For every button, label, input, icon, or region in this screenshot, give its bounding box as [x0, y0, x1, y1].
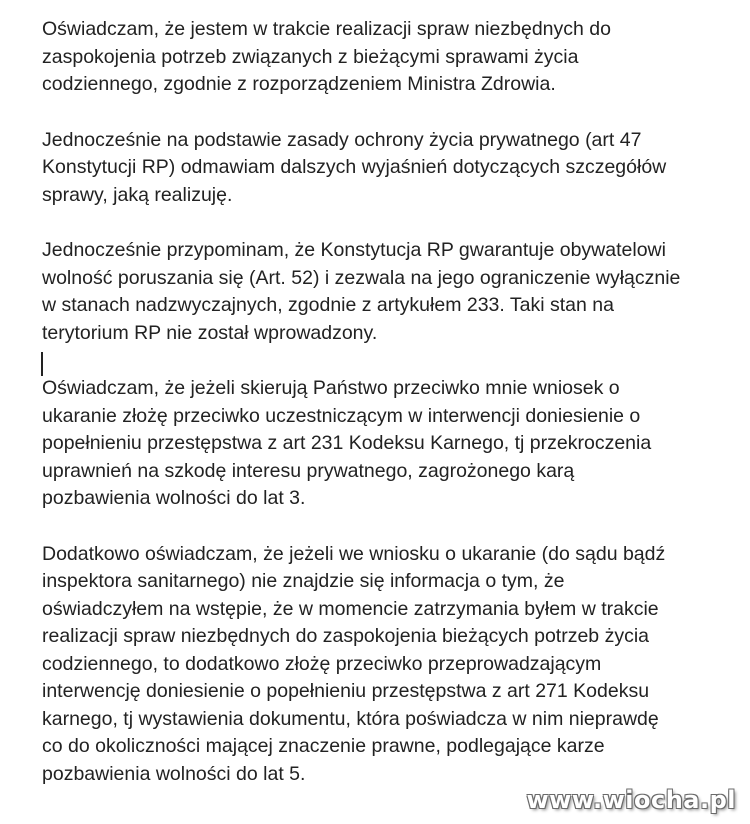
- text-line: realizacji spraw niezbędnych do zaspokojenia bieżących potrzeb życia: [42, 625, 649, 647]
- text-line: codziennego, to dodatkowo złożę przeciwko przeprowadzającym: [42, 652, 602, 675]
- text-line: co do okoliczności mającej znaczenie prawne, podlegające karze: [42, 735, 605, 757]
- text-line: Jednocześnie przypominam, że Konstytucja RP gwarantuje obywatelowi: [42, 239, 666, 261]
- text-line: sprawy, jaką realizuję.: [42, 183, 233, 206]
- text-line: ukaranie złożę przeciwko uczestniczącym w interwencji doniesienie o: [42, 404, 641, 427]
- text-cursor: [41, 352, 43, 376]
- document-body[interactable]: [42, 16, 742, 788]
- text-line: Konstytucji RP) odmawiam dalszych wyjaśnień dotyczących szczegółów: [42, 156, 667, 178]
- text-line: popełnieniu przestępstwa z art 231 Kodeksu Karnego, tj przekroczenia: [42, 432, 652, 454]
- text-line: inspektora sanitarnego) nie znajdzie się informacja o tym, że: [42, 570, 565, 592]
- text-line: pozbawienia wolności do lat 5.: [42, 762, 306, 785]
- text-line: w stanach nadzwyczajnych, zgodnie z artykułem 233. Taki stan na: [42, 294, 614, 316]
- text-line: interwencję doniesienie o popełnieniu przestępstwa z art 271 Kodeksu: [42, 680, 650, 702]
- text-line: terytorium RP nie został wprowadzony.: [42, 321, 378, 344]
- text-line: Oświadczam, że jestem w trakcie realizacji spraw niezbędnych do: [42, 18, 611, 40]
- paragraph-5: [42, 541, 742, 789]
- paragraph-3: [42, 237, 742, 347]
- text-line: zaspokojenia potrzeb związanych z bieżącymi sprawami życia: [42, 45, 579, 68]
- watermark-logo: www.wiocha.pl: [526, 786, 736, 814]
- paragraph-1: [42, 16, 742, 99]
- text-line: Oświadczam, że jeżeli skierują Państwo przeciwko mnie wniosek o: [42, 377, 620, 399]
- paragraph-4: [42, 375, 742, 513]
- text-line: codziennego, zgodnie z rozporządzeniem Ministra Zdrowia.: [42, 73, 556, 95]
- text-line: Dodatkowo oświadczam, że jeżeli we wniosku o ukaranie (do sądu bądź: [42, 542, 666, 565]
- text-line: pozbawienia wolności do lat 3.: [42, 487, 306, 509]
- text-line: wolność poruszania się (Art. 52) i zezwala na jego ograniczenie wyłącznie: [42, 266, 681, 289]
- text-line: Jednocześnie na podstawie zasady ochrony życia prywatnego (art 47: [42, 128, 642, 151]
- text-line: uprawnień na szkodę interesu prywatnego, zagrożonego karą: [42, 459, 575, 482]
- text-line: oświadczyłem na wstępie, że w momencie zatrzymania byłem w trakcie: [42, 597, 659, 620]
- text-line: karnego, tj wystawienia dokumentu, która poświadcza w nim nieprawdę: [42, 707, 659, 730]
- paragraph-2: [42, 127, 742, 210]
